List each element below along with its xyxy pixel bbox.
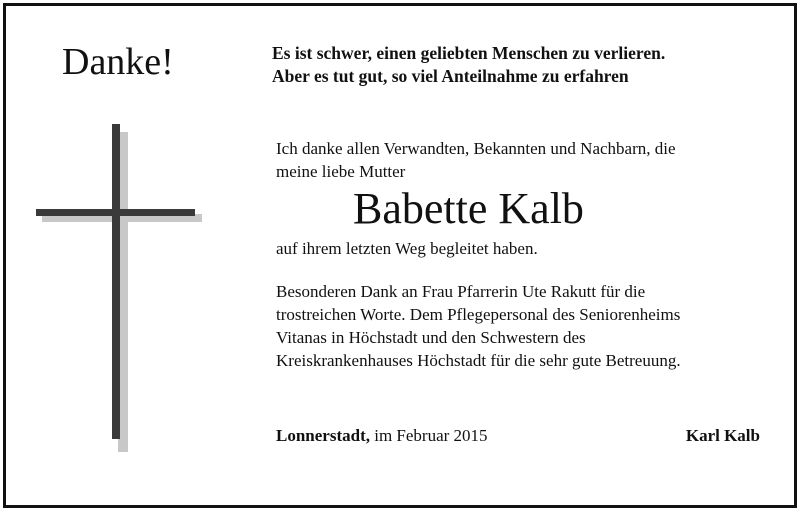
motto xyxy=(272,42,665,88)
place-date xyxy=(276,424,488,447)
notice-frame xyxy=(3,3,797,508)
thanks-line: Besonderen Dank an Frau Pfarrerin Ute Rakutt für die xyxy=(276,282,646,301)
intro-line: Ich danke allen Verwandten, Bekannten und Nachbarn, die xyxy=(276,139,676,158)
cross-beam-horizontal xyxy=(36,209,195,216)
motto-line: Es ist schwer, einen geliebten Menschen zu verlieren. xyxy=(272,43,666,63)
intro-text xyxy=(276,137,676,183)
deceased-name: Babette Kalb xyxy=(353,184,584,233)
place: Lonnerstadt, xyxy=(276,426,370,445)
thanks-text xyxy=(276,280,681,372)
thanks-line: Kreiskrankenhauses Höchstadt für die sehr gute Betreuung. xyxy=(276,351,681,370)
signer: Karl Kalb xyxy=(685,426,760,445)
thanks-line: trostreichen Worte. Dem Pflegepersonal des Seniorenheims xyxy=(276,305,681,324)
cross-beam-vertical xyxy=(112,124,120,439)
motto-line: Aber es tut gut, so viel Anteilnahme zu erfahren xyxy=(272,66,629,86)
after-line: auf ihrem letzten Weg begleitet haben. xyxy=(276,239,538,258)
headline: Danke! xyxy=(62,41,174,83)
cross-icon xyxy=(36,124,206,454)
thanks-line: Vitanas in Höchstadt und den Schwestern des xyxy=(276,328,586,347)
date: im Februar 2015 xyxy=(374,426,488,445)
after-text xyxy=(276,237,538,260)
intro-line: meine liebe Mutter xyxy=(276,162,406,181)
